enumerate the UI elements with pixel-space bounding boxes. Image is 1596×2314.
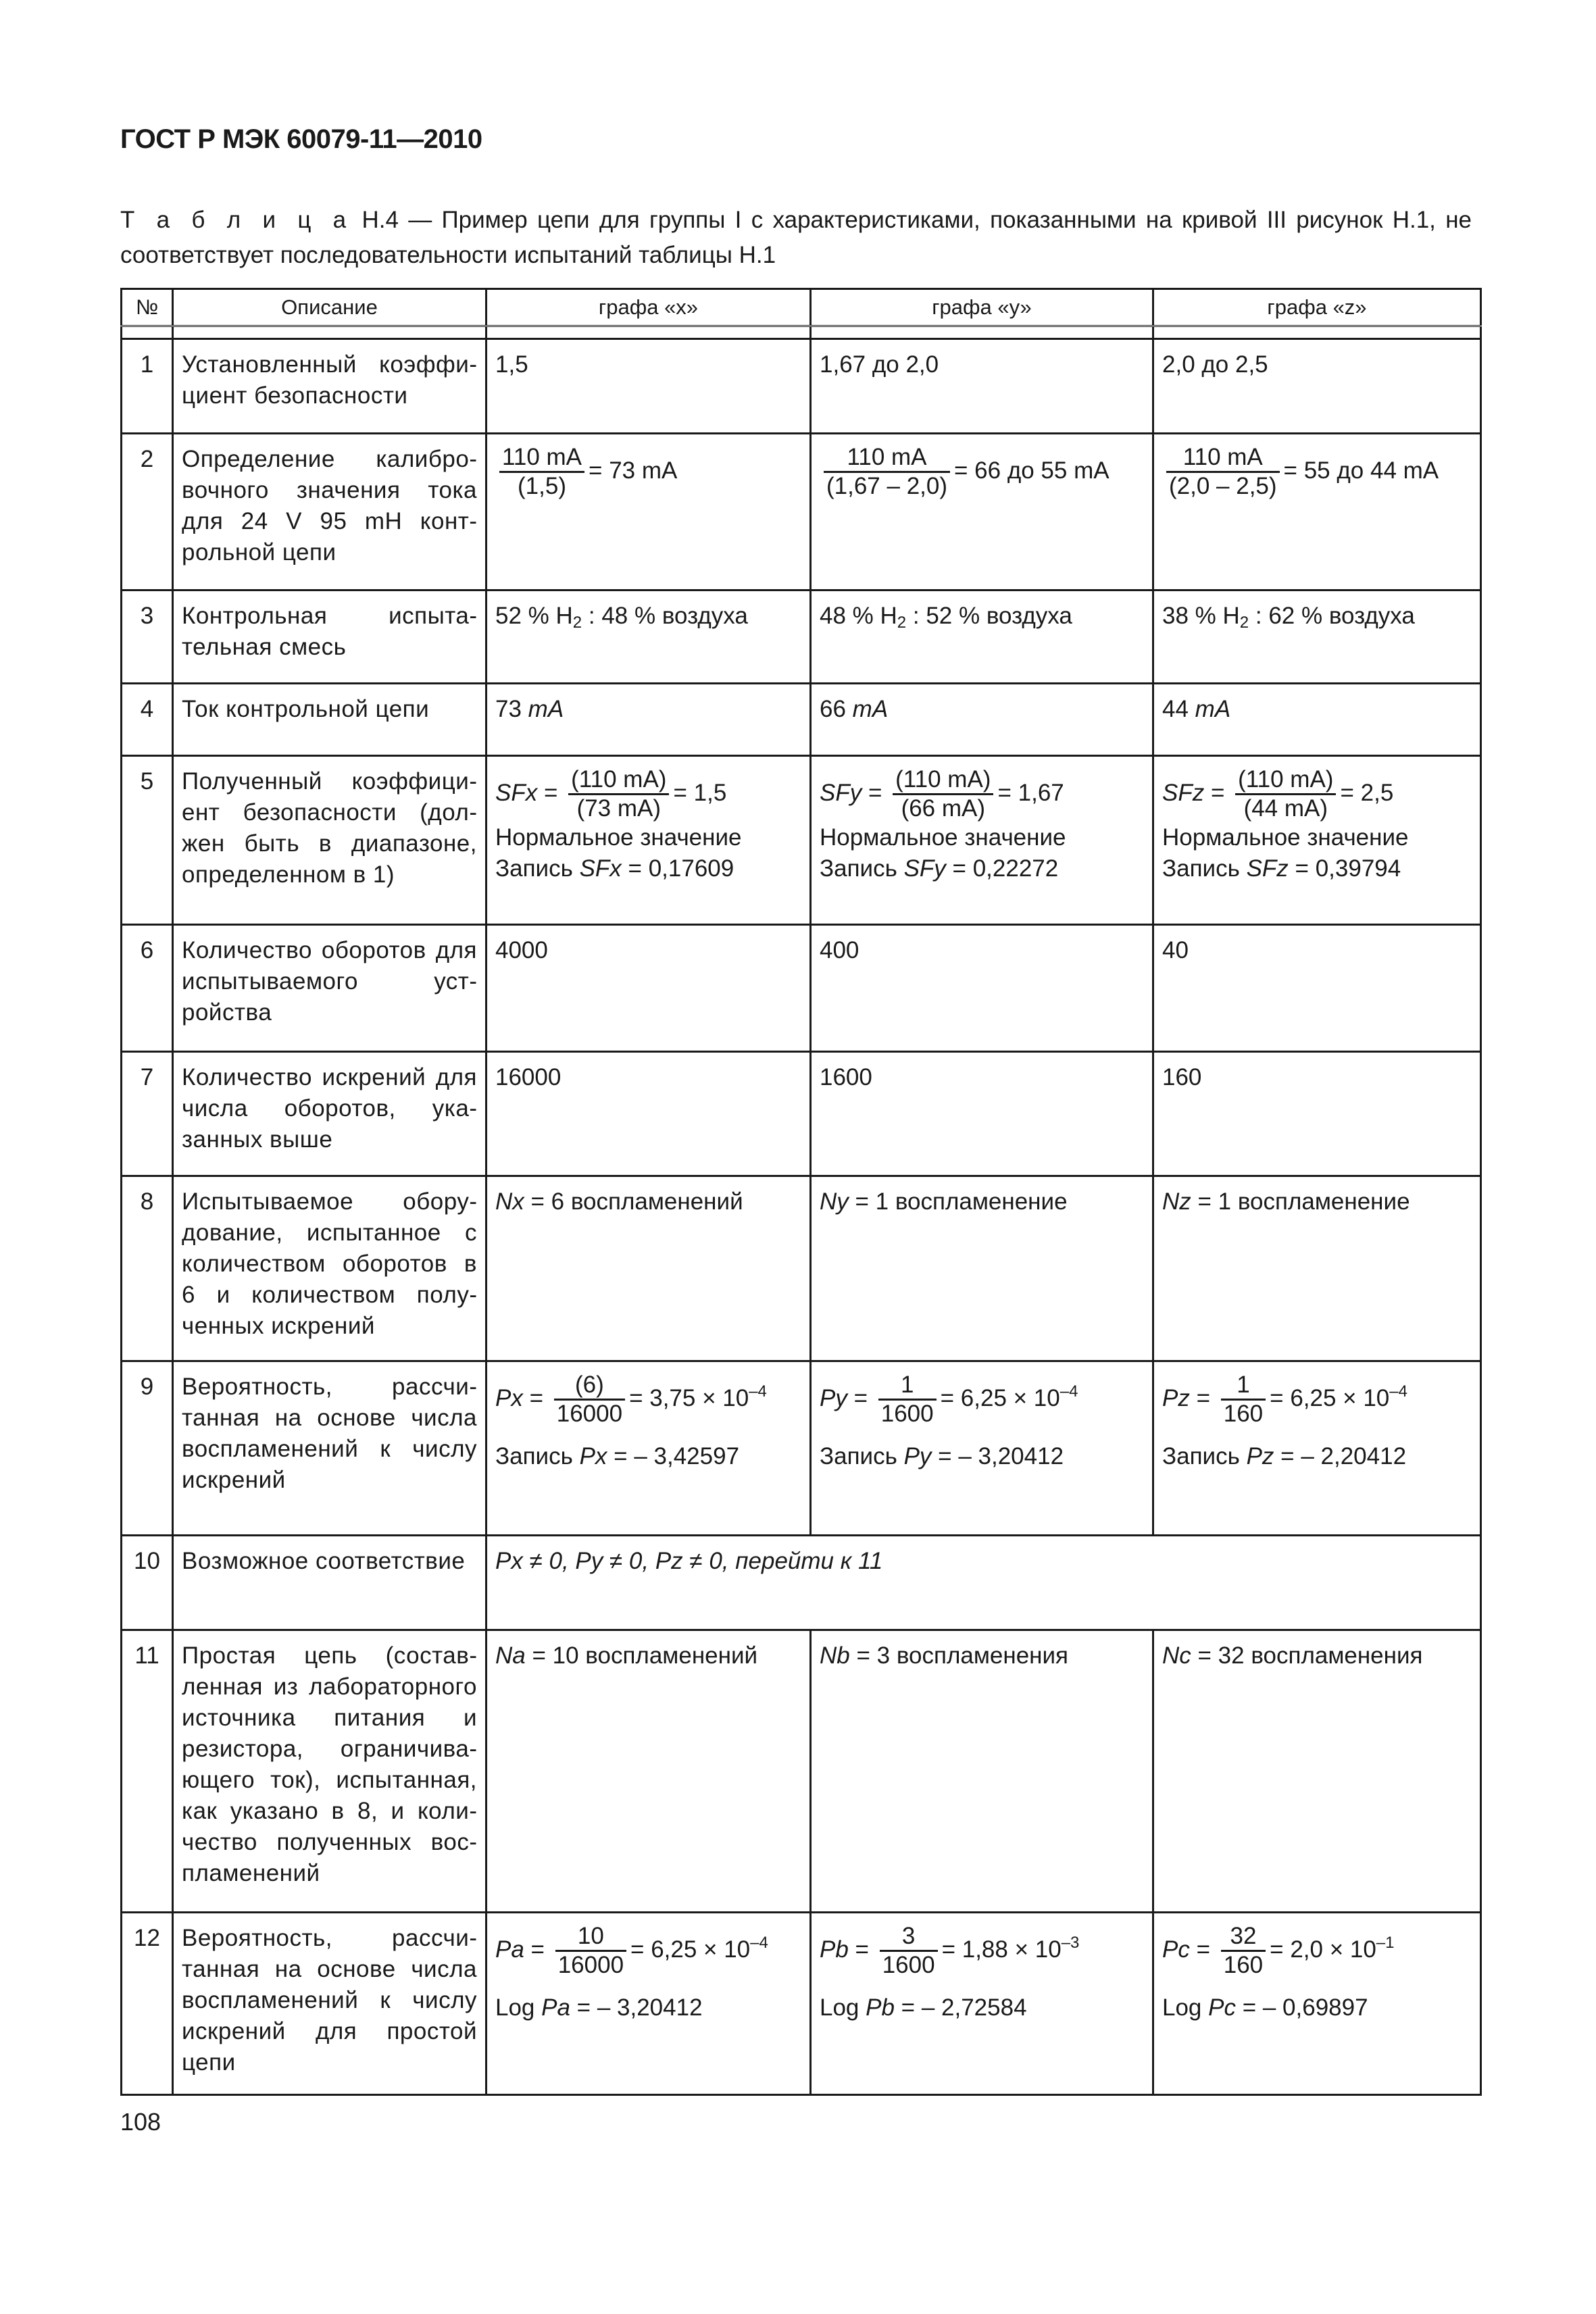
fraction: $\frac{(6)}{16000}$ xyxy=(554,1372,625,1428)
formula: SFy = $\frac{(110 mA)}{(66 mA)}$ = 1,67 xyxy=(820,766,1064,822)
fraction: $\frac{110 mA}{(2,0 - 2,5)}$ xyxy=(1166,444,1280,500)
log-record: Запись SFy = 0,22272 xyxy=(820,855,1059,882)
page-number: 108 xyxy=(120,2108,161,2136)
table-row xyxy=(122,1913,1481,2095)
cell-y xyxy=(811,756,1153,925)
formula: Px = $\frac{(6)}{16000}$ = $3,75 \times 10^{-4}$ xyxy=(495,1372,767,1427)
row-description: Полученный коэффициент безопасности (должен быть в диапазоне, определенном в 1) xyxy=(173,756,487,925)
header-cell-description: Описание xyxy=(173,289,487,326)
header-separator-row xyxy=(122,326,1481,339)
table-header-row xyxy=(122,289,1481,326)
row-description: Определение калибровочного значения тока для 24 V 95 mH контрольной цепи xyxy=(173,434,487,590)
table-row xyxy=(122,1536,1481,1630)
header-cell-column-z: графа «z» xyxy=(1153,289,1481,326)
fraction: $\frac{3}{1600}$ xyxy=(880,1923,938,1979)
table-caption xyxy=(120,203,1472,273)
merged-cell xyxy=(487,1536,1481,1630)
formula: Pz = $\frac{1}{160}$ = $6,25 \times 10^{-4}$ xyxy=(1162,1372,1407,1427)
fraction: $\frac{(110 mA)}{(73 mA)}$ xyxy=(568,766,669,822)
cell-z xyxy=(1153,756,1481,925)
cell-z xyxy=(1153,1361,1481,1536)
log-record: Log Pb = – 2,72584 xyxy=(820,1994,1027,2021)
formula: $\frac{110 mA}{(1,67 - 2,0)}$ = 66 до 55 mA xyxy=(820,457,1109,484)
formula: Py = $\frac{1}{1600}$ = $6,25 \times 10^{-4}$ xyxy=(820,1372,1078,1427)
value-note: Нормальное значение xyxy=(1162,824,1409,851)
cell-y xyxy=(811,1361,1153,1536)
caption-text: Н.4 — Пример цепи для группы I с характеристиками, показанными на кривой III рисунок Н.1, не соответствует последовательности испытаний таблицы Н.1 xyxy=(120,207,1472,268)
cell-y xyxy=(811,434,1153,590)
row-description: Вероятность, рассчитанная на основе числа воспламенений к числу искрений для простой цепи xyxy=(173,1913,487,2095)
row-description: Возможное соответствие xyxy=(173,1536,487,1630)
log-record: Запись Pz = – 2,20412 xyxy=(1162,1443,1407,1469)
row-number: 1 xyxy=(122,339,173,434)
row-number: 8 xyxy=(122,1176,173,1361)
row-description: Количество искрений для числа оборотов, указанных выше xyxy=(173,1052,487,1176)
fraction: $\frac{10}{16000}$ xyxy=(555,1923,626,1979)
cell-x: 1,5 xyxy=(487,339,811,434)
table-row xyxy=(122,1176,1481,1361)
cell-y: 1,67 до 2,0 xyxy=(811,339,1153,434)
row-description: Установленный коэффициент безопасности xyxy=(173,339,487,434)
row-number: 6 xyxy=(122,925,173,1052)
row-number: 12 xyxy=(122,1913,173,2095)
cell-x: 16000 xyxy=(487,1052,811,1176)
log-record: Запись SFz = 0,39794 xyxy=(1162,855,1401,882)
fraction: $\frac{110 mA}{(1,67 - 2,0)}$ xyxy=(824,444,950,500)
document-header: ГОСТ Р МЭК 60079-11—2010 xyxy=(120,124,482,154)
log-record: Запись Px = – 3,42597 xyxy=(495,1443,740,1469)
cell-x: 4000 xyxy=(487,925,811,1052)
table-row xyxy=(122,756,1481,925)
formula: Pb = $\frac{3}{1600}$ = $1,88 \times 10^{-3}$ xyxy=(820,1923,1080,1978)
table-row xyxy=(122,1630,1481,1913)
log-record: Log Pc = – 0,69897 xyxy=(1162,1994,1368,2021)
cell-z xyxy=(1153,1913,1481,2095)
log-record: Запись Py = – 3,20412 xyxy=(820,1443,1064,1469)
row-number: 5 xyxy=(122,756,173,925)
merged-condition: Px ≠ 0, Py ≠ 0, Pz ≠ 0, перейти к 11 xyxy=(495,1548,883,1574)
value-note: Нормальное значение xyxy=(820,824,1066,851)
table-row xyxy=(122,925,1481,1052)
cell-z: 2,0 до 2,5 xyxy=(1153,339,1481,434)
cell-y: 48 % $H_2$ : 52 % воздуха xyxy=(811,590,1153,684)
row-number: 11 xyxy=(122,1630,173,1913)
table-row xyxy=(122,434,1481,590)
row-description: Простая цепь (составленная из лабораторного источника питания и резистора, ограничивающего ток), испытанная, как указано в 8, и количество полученных воспламенений xyxy=(173,1630,487,1913)
fraction: $\frac{110 mA}{(1,5)}$ xyxy=(499,444,584,500)
header-cell-number: № xyxy=(122,289,173,326)
fraction: $\frac{1}{1600}$ xyxy=(878,1372,937,1428)
cell-x xyxy=(487,1913,811,2095)
caption-label: Т а б л и ц а xyxy=(120,207,353,233)
cell-z: 44 mA xyxy=(1153,684,1481,756)
row-description: Вероятность, рассчитанная на основе числа воспламенений к числу искрений xyxy=(173,1361,487,1536)
cell-y: 1600 xyxy=(811,1052,1153,1176)
cell-y xyxy=(811,1913,1153,2095)
row-number: 10 xyxy=(122,1536,173,1630)
header-cell-column-x: графа «x» xyxy=(487,289,811,326)
row-description: Контрольная испытательная смесь xyxy=(173,590,487,684)
log-record: Запись SFx = 0,17609 xyxy=(495,855,734,882)
formula: Pa = $\frac{10}{16000}$ = $6,25 \times 10^{-4}$ xyxy=(495,1923,768,1978)
cell-y: 66 mA xyxy=(811,684,1153,756)
cell-x: 52 % $H_2$ : 48 % воздуха xyxy=(487,590,811,684)
formula: $\frac{110 mA}{(2,0 - 2,5)}$ = 55 до 44 mA xyxy=(1162,457,1439,484)
cell-x xyxy=(487,434,811,590)
fraction: $\frac{(110 mA)}{(66 mA)}$ xyxy=(893,766,993,822)
fraction: $\frac{(110 mA)}{(44 mA)}$ xyxy=(1235,766,1336,822)
cell-y: Nb = 3 воспламенения xyxy=(811,1630,1153,1913)
cell-z: Nc = 32 воспламенения xyxy=(1153,1630,1481,1913)
cell-x: Nx = 6 воспламенений xyxy=(487,1176,811,1361)
cell-x: 73 mA xyxy=(487,684,811,756)
data-table xyxy=(120,288,1482,2096)
row-description: Количество оборотов для испытываемого устройства xyxy=(173,925,487,1052)
row-description: Испытываемое оборудование, испытанное с количеством оборотов в 6 и количеством полученных искрений xyxy=(173,1176,487,1361)
cell-x xyxy=(487,756,811,925)
cell-z xyxy=(1153,434,1481,590)
cell-z: 40 xyxy=(1153,925,1481,1052)
formula: SFz = $\frac{(110 mA)}{(44 mA)}$ = 2,5 xyxy=(1162,766,1394,822)
log-record: Log Pa = – 3,20412 xyxy=(495,1994,703,2021)
header-cell-column-y: графа «у» xyxy=(811,289,1153,326)
fraction: $\frac{32}{160}$ xyxy=(1221,1923,1266,1979)
table-row xyxy=(122,339,1481,434)
row-number: 9 xyxy=(122,1361,173,1536)
cell-z: 160 xyxy=(1153,1052,1481,1176)
cell-x xyxy=(487,1361,811,1536)
table-row xyxy=(122,590,1481,684)
formula: SFx = $\frac{(110 mA)}{(73 mA)}$ = 1,5 xyxy=(495,766,727,822)
row-description: Ток контрольной цепи xyxy=(173,684,487,756)
formula: $\frac{110 mA}{(1,5)}$ = 73 mA xyxy=(495,457,677,484)
table-row xyxy=(122,1361,1481,1536)
table-row xyxy=(122,1052,1481,1176)
row-number: 7 xyxy=(122,1052,173,1176)
formula: Pc = $\frac{32}{160}$ = $2,0 \times 10^{-1}$ xyxy=(1162,1923,1395,1978)
cell-z: 38 % $H_2$ : 62 % воздуха xyxy=(1153,590,1481,684)
cell-x: Na = 10 воспламенений xyxy=(487,1630,811,1913)
cell-y: Ny = 1 воспламенение xyxy=(811,1176,1153,1361)
table-row xyxy=(122,684,1481,756)
row-number: 3 xyxy=(122,590,173,684)
cell-z: Nz = 1 воспламенение xyxy=(1153,1176,1481,1361)
row-number: 2 xyxy=(122,434,173,590)
value-note: Нормальное значение xyxy=(495,824,742,851)
row-number: 4 xyxy=(122,684,173,756)
cell-y: 400 xyxy=(811,925,1153,1052)
fraction: $\frac{1}{160}$ xyxy=(1221,1372,1266,1428)
